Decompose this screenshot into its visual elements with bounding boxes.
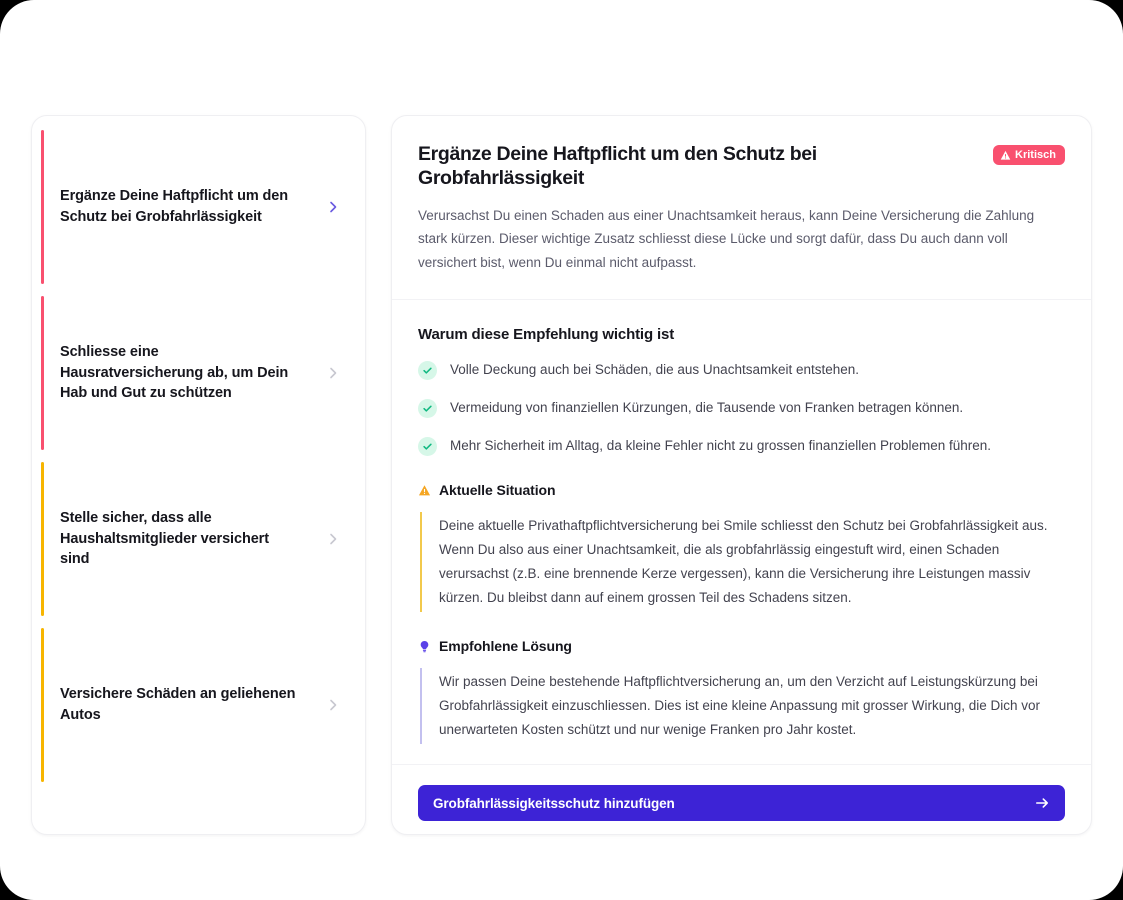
list-item <box>418 436 1065 456</box>
recommended-solution-text: Wir passen Deine bestehende Haftpflichtversicherung an, um den Verzicht auf Leistungskürzung bei Grobfahrlässigkeit einzuschliessen. Dies ist eine kleine Anpassung mit grosser Wirkung, die Dich vor unerwarteten Kosten schützt und nur wenige Franken pro Jahr kostet. <box>420 668 1065 744</box>
sidebar-item-haushaltsmitglieder[interactable] <box>32 456 365 622</box>
benefit-text: Mehr Sicherheit im Alltag, da kleine Fehler nicht zu grossen finanziellen Problemen führen. <box>450 438 992 454</box>
lightbulb-icon <box>418 640 431 653</box>
check-circle-icon <box>418 361 437 380</box>
warning-triangle-icon <box>418 484 431 497</box>
recommendations-sidebar <box>31 115 366 835</box>
recommended-solution-heading <box>418 638 1065 654</box>
status-badge <box>993 145 1065 165</box>
sidebar-item-label: Stelle sicher, dass alle Haushaltsmitglieder versichert sind <box>60 510 269 568</box>
sidebar-item-label: Versichere Schäden an geliehenen Autos <box>60 686 296 723</box>
accent-bar <box>41 462 44 616</box>
benefit-text: Volle Deckung auch bei Schäden, die aus Unachtsamkeit entstehen. <box>450 361 860 377</box>
arrow-right-icon <box>1034 795 1050 811</box>
list-item <box>418 360 1065 380</box>
sidebar-item-label: Schliesse eine Hausratversicherung ab, um Dein Hab und Gut zu schützen <box>60 344 289 402</box>
current-situation-label: Aktuelle Situation <box>439 482 556 499</box>
detail-footer <box>392 764 1091 835</box>
add-coverage-button[interactable] <box>418 785 1065 821</box>
current-situation-text: Deine aktuelle Privathaftpflichtversicherung bei Smile schliesst den Schutz bei Grobfahrlässigkeit aus. Wenn Du also aus einer Unachtsamkeit, die als grobfahrlässig eingestuft wird, einen Schaden verursachst (z.B. eine brennende Kerze vergessen), kann die Versicherung ihre Leistungen massiv kürzen. Du bleibst dann auf einem grossen Teil des Schadens sitzen. <box>420 512 1065 612</box>
benefits-list <box>418 360 1065 457</box>
sidebar-item-label: Ergänze Deine Haftpflicht um den Schutz bei Grobfahrlässigkeit <box>60 188 289 225</box>
chevron-right-icon <box>325 531 341 547</box>
recommended-solution-label: Empfohlene Lösung <box>439 638 572 655</box>
sidebar-item-hausratversicherung[interactable] <box>32 290 365 456</box>
chevron-right-icon <box>325 365 341 381</box>
detail-description: Verursachst Du einen Schaden aus einer Unachtsamkeit heraus, kann Deine Versicherung die Zahlung stark kürzen. Dieser wichtige Zusatz schliesst diese Lücke und sorgt dafür, dass Du auch dann voll versichert bist, wenn Du einmal nicht aufpasst. <box>418 207 1035 270</box>
accent-bar <box>41 628 44 782</box>
current-situation-heading <box>418 482 1065 498</box>
sidebar-item-grobfahrlaessigkeit[interactable] <box>32 124 365 290</box>
recommendation-detail-card <box>391 115 1092 835</box>
add-coverage-button-label: Grobfahrlässigkeitsschutz hinzufügen <box>433 795 675 811</box>
chevron-right-icon <box>325 697 341 713</box>
benefits-heading: Warum diese Empfehlung wichtig ist <box>418 325 675 343</box>
sidebar-item-geliehene-autos[interactable] <box>32 622 365 788</box>
warning-triangle-icon <box>1000 150 1011 161</box>
benefit-text: Vermeidung von finanziellen Kürzungen, die Tausende von Franken betragen können. <box>450 399 964 415</box>
chevron-right-icon <box>325 199 341 215</box>
detail-header <box>392 116 1091 300</box>
detail-body <box>392 300 1091 745</box>
check-circle-icon <box>418 437 437 456</box>
list-item <box>418 398 1065 418</box>
accent-bar <box>41 130 44 284</box>
accent-bar <box>41 296 44 450</box>
page-title: Ergänze Deine Haftpflicht um den Schutz bei Grobfahrlässigkeit <box>418 143 817 190</box>
check-circle-icon <box>418 399 437 418</box>
title-row <box>418 142 1065 191</box>
status-badge-label: Kritisch <box>1015 149 1056 161</box>
